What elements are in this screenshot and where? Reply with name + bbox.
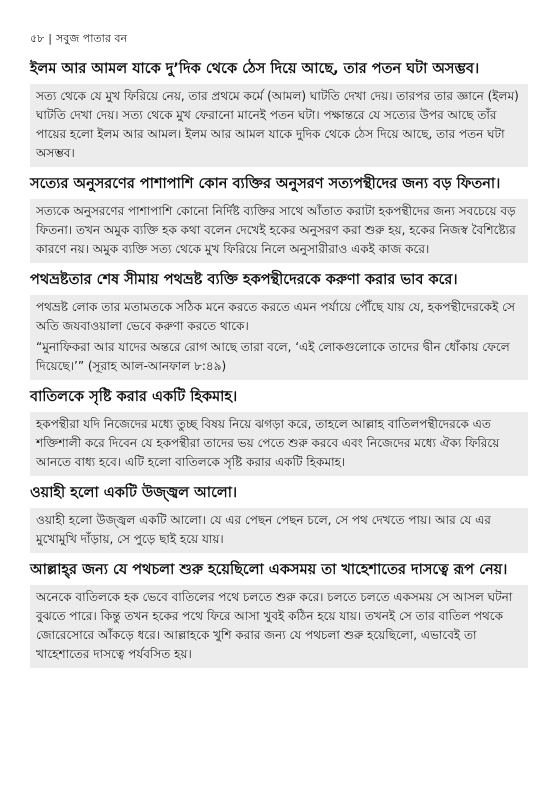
paragraph: হকপন্থীরা যদি নিজেদের মধ্যে তুচ্ছ বিষয় নিয়ে ঝগড়া করে, তাহলে আল্লাহ বাতিলপন্থীদেরকে এত শক্তিশালী করে দিবেন যে হকপন্থীরা তাদের ভয় পেতে শুরু করবে এবং নিজেদের মধ্যে ঐক্য ফিরিয়ে আনতে বাধ্য হবে। এটি হলো বাতিলকে সৃষ্টি করার একটি হিকমাহ। [36,417,500,469]
page-number: ৫৮ [30,32,45,45]
section-following-individuals [30,173,528,263]
section-wahy [30,482,528,553]
section-body [30,199,528,263]
section-heading: পথভ্রষ্টতার শেষ সীমায় পথভ্রষ্ট ব্যক্তি হকপন্থীদেরকে করুণা করার ভাব করে। [30,272,458,288]
running-head-separator: | [48,32,52,45]
quran-quote: “মুনাফিকরা আর যাদের অন্তরে রোগ আছে তারা বলে, ‘এই লোকগুলোকে তাদের দ্বীন ধোঁকায় ফেলে দিয়েছে।’” (সূরাহ আল-আনফাল ৮:৪৯) [36,340,510,373]
section-heading: বাতিলকে সৃষ্টি করার একটি হিকমাহ। [30,389,238,405]
section-body [30,84,528,167]
section-heading: সত্যের অনুসরণের পাশাপাশি কোন ব্যক্তির অনুসরণ সত্যপন্থীদের জন্য বড় ফিতনা। [30,176,501,192]
section-hikmah [30,386,528,476]
section-body [30,412,528,476]
section-heading: ওয়াহী হলো একটি উজ্জ্বল আলো। [30,485,238,501]
paragraph: ওয়াহী হলো উজ্জ্বল একটি আলো। যে এর পেছন পেছন চলে, সে পথ দেখতে পায়। আর যে এর মুখোমুখি দাঁড়ায়, সে পুড়ে ছাই হয়ে যায়। [36,513,491,546]
section-body [30,508,528,553]
book-title: সবুজ পাতার বন [56,32,128,45]
paragraph: পথভ্রষ্ট লোক তার মতামতকে সঠিক মনে করতে করতে এমন পর্যায়ে পৌঁছে যায় যে, হকপন্থীদেরকেই সে অতি জযবাওয়ালা ভেবে করুণা করতে থাকে। [36,300,515,333]
section-ilm-amal [30,58,528,167]
section-body [30,585,528,668]
section-misguidance [30,269,528,380]
paragraph: অনেকে বাতিলকে হক ভেবে বাতিলের পথে চলতে শুরু করে। চলতে চলতে একসময় সে আসল ঘটনা বুঝতে পারে। কিন্তু তখন হকের পথে ফিরে আসা খুবই কঠিন হয়ে যায়। তখনই সে তার বাতিল পথকে জোরেসোরে আঁকড়ে ধরে। আল্লাহকে খুশি করার জন্য যে পথচলা শুরু হয়েছিলো, এভাবেই তা খাহেশাতের দাসত্বে পর্যবসিত হয়। [36,590,513,661]
section-body [30,295,528,380]
section-heading: আল্লাহ্‌র জন্য যে পথচলা শুরু হয়েছিলো একসময় তা খাহেশাতের দাসত্বে রূপ নেয়। [30,562,508,578]
paragraph: সত্যকে অনুসরণের পাশাপাশি কোনো নির্দিষ্ট ব্যক্তির সাথে আঁতাত করাটা হকপন্থীদের জন্য সবচেয়ে বড় ফিতনা। তখন অমুক ব্যক্তি হক কথা বলেন দেখেই হকের অনুসরণ করা শুরু হয়, হকের নিজস্ব বৈশিষ্ট্যের কারণে নয়। অমুক ব্যক্তি সত্য থেকে মুখ ফিরিয়ে নিলে অনুসারীরাও একই কাজ করে। [36,204,516,256]
paragraph: সত্য থেকে যে মুখ ফিরিয়ে নেয়, তার প্রথমে কর্মে (আমল) ঘাটতি দেখা দেয়। তারপর তার জ্ঞানে (ইলম) ঘাটতি দেখা দেয়। সত্য থেকে মুখ ফেরানো মানেই পতন ঘটা। পক্ষান্তরে যে সত্যের উপর আছে তাঁর পায়ের হলো ইলম আর আমল। ইলম আর আমল যাকে দুদিক থেকে ঠেস দিয়ে আছে, তার পতন ঘটা অসম্ভব। [36,89,519,160]
section-khaheshat [30,559,528,668]
page-content [30,58,528,674]
section-heading: ইলম আর আমল যাকে দু’দিক থেকে ঠেস দিয়ে আছে, তার পতন ঘটা অসম্ভব। [30,61,480,77]
running-head [30,30,127,49]
